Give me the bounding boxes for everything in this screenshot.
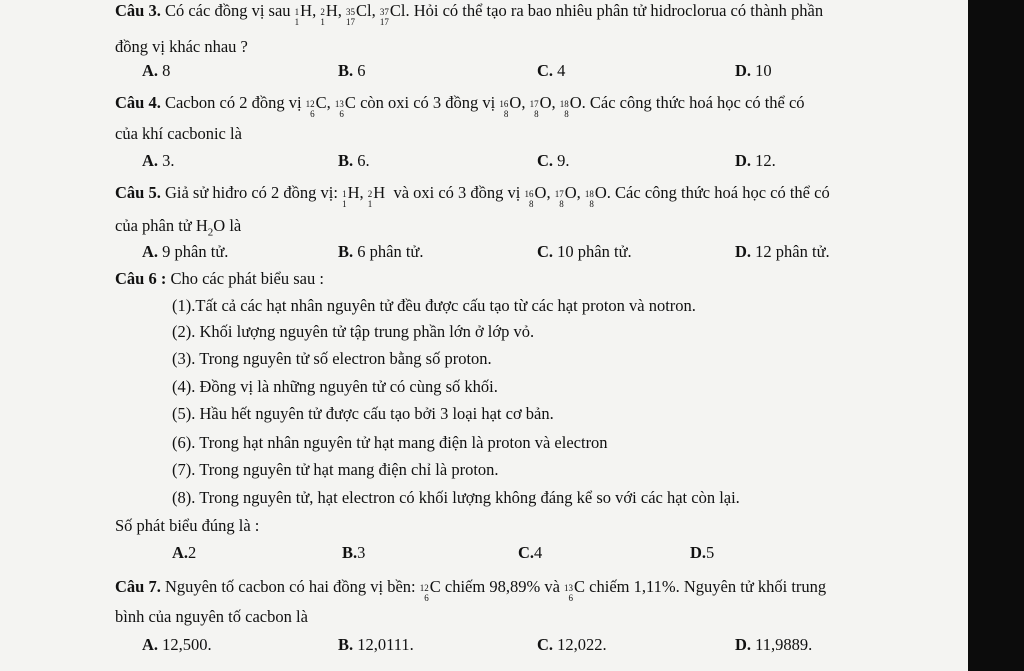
q7-option-c: C. 12,022. bbox=[537, 635, 607, 654]
isotope-c13: 13 6 C bbox=[564, 577, 586, 603]
q7-line2: bình của nguyên tố cacbon là bbox=[115, 607, 308, 626]
isotope-c12: 12 6 C bbox=[419, 577, 441, 603]
q3-option-d: D. 10 bbox=[735, 61, 772, 80]
q6-statement: (6). Trong hạt nhân nguyên tử hạt mang điện là proton và electron bbox=[172, 433, 608, 452]
q3-option-c: C. 4 bbox=[537, 61, 566, 80]
q6-text: Cho các phát biểu sau : bbox=[170, 269, 324, 288]
q4-text-mid: còn oxi có 3 đồng vị bbox=[360, 93, 496, 112]
q5-text-post: . Các công thức hoá học có thể có bbox=[606, 183, 830, 202]
q4-option-d: D. 12. bbox=[735, 151, 776, 170]
isotope-o17: 17 8 O bbox=[529, 93, 552, 119]
q4-line2: của khí cacbonic là bbox=[115, 124, 242, 143]
isotope-h1: 1 1 H bbox=[342, 183, 360, 209]
q7-text-post: chiếm 1,11%. Nguyên tử khối trung bbox=[589, 577, 827, 596]
isotope-o16: 16 8 O bbox=[524, 183, 547, 209]
q7-option-d: D. 11,9889. bbox=[735, 635, 813, 654]
q3-line1: Câu 3. Có các đồng vị sau 1 1 H , 2 1 H , 35 17 Cl , 37 17 Cl . Hỏi có thể tạo ra bao nhiêu phân tử hidroclorua có thành phần bbox=[115, 1, 824, 27]
q5-option-c: C. 10 phân tử. bbox=[537, 242, 632, 261]
q5-label: Câu 5. bbox=[115, 183, 161, 202]
q6-statement: (5). Hầu hết nguyên tử được cấu tạo bởi 3 loại hạt cơ bản. bbox=[172, 404, 554, 423]
isotope-o16: 16 8 O bbox=[499, 93, 522, 119]
isotope-c12: 12 6 C bbox=[305, 93, 327, 119]
q7-text-mid: chiếm 98,89% và bbox=[444, 577, 560, 596]
isotope-h2: 2 1 H bbox=[320, 1, 338, 27]
q6-statement: (4). Đồng vị là những nguyên tử có cùng số khối. bbox=[172, 377, 498, 396]
q6-statement: (7). Trong nguyên tử hạt mang điện chỉ là proton. bbox=[172, 460, 499, 479]
q3-label: Câu 3. bbox=[115, 1, 161, 20]
q4-label: Câu 4. bbox=[115, 93, 161, 112]
isotope-cl35: 35 17 Cl bbox=[346, 1, 372, 27]
q5-option-a: A. 9 phân tử. bbox=[142, 242, 229, 261]
q7-option-a: A. 12,500. bbox=[142, 635, 212, 654]
q6-label: Câu 6 : bbox=[115, 269, 167, 288]
q4-option-b: B. 6. bbox=[338, 151, 370, 170]
q5-text-mid: và oxi có 3 đồng vị bbox=[393, 183, 521, 202]
q6-statement: (8). Trong nguyên tử, hạt electron có khối lượng không đáng kể so với các hạt còn lại. bbox=[172, 488, 740, 507]
q6-line1 bbox=[115, 269, 324, 289]
q6-option-c: C.4 bbox=[518, 543, 543, 562]
q6-option-a: A.2 bbox=[172, 543, 197, 562]
q7-label: Câu 7. bbox=[115, 577, 161, 596]
q7-line1 bbox=[115, 577, 826, 604]
q5-line1: Câu 5. Giả sử hiđro có 2 đồng vị: 1 1 H , 2 1 H và oxi có 3 đồng vị 16 8 O , 17 8 O , 18 8 O . Các công thức hoá học có thể có bbox=[115, 183, 830, 209]
q3-option-a: A. 8 bbox=[142, 61, 171, 80]
isotope-c13: 13 6 C bbox=[334, 93, 356, 119]
isotope-cl37: 37 17 Cl bbox=[379, 1, 406, 27]
q6-option-b: B.3 bbox=[342, 543, 366, 562]
q5-option-d: D. 12 phân tử. bbox=[735, 242, 830, 261]
isotope-o17: 17 8 O bbox=[554, 183, 577, 209]
isotope-o18: 18 8 O bbox=[559, 93, 582, 119]
q5-line2: của phân tử $H_2O$ là bbox=[115, 216, 242, 239]
q4-option-a: A. 3. bbox=[142, 151, 175, 170]
isotope-o18: 18 8 O bbox=[584, 183, 607, 209]
q3-text-post: . Hỏi có thể tạo ra bao nhiêu phân tử hidroclorua có thành phần bbox=[405, 1, 824, 20]
q7-option-b: B. 12,0111. bbox=[338, 635, 414, 654]
q4-option-c: C. 9. bbox=[537, 151, 570, 170]
q6-statement: (2). Khối lượng nguyên tử tập trung phần lớn ở lớp vỏ. bbox=[172, 322, 535, 341]
q4-line1: Câu 4. Cacbon có 2 đồng vị 12 6 C , 13 6 C còn oxi có 3 đồng vị 16 8 O , 17 8 O , 18 8 O . Các công thức hoá học có thể có bbox=[115, 93, 805, 119]
isotope-h2: 2 1 H bbox=[367, 183, 386, 209]
q5-text-pre: Giả sử hiđro có 2 đồng vị: bbox=[164, 183, 338, 202]
q3-option-b: B. 6 bbox=[338, 61, 366, 80]
q3-line2: đồng vị khác nhau ? bbox=[115, 37, 248, 56]
dark-margin bbox=[968, 0, 1024, 671]
isotope-h1: 1 1 H bbox=[294, 1, 313, 27]
q4-text-post: . Các công thức hoá học có thể có bbox=[581, 93, 805, 112]
q5-option-b: B. 6 phân tử. bbox=[338, 242, 424, 261]
q6-statement: (1).Tất cả các hạt nhân nguyên tử đều được cấu tạo từ các hạt proton và notron. bbox=[172, 296, 696, 315]
q6-option-d: D.5 bbox=[690, 543, 715, 562]
q4-text-pre: Cacbon có 2 đồng vị bbox=[164, 93, 302, 112]
q3-text-pre: Có các đồng vị sau bbox=[164, 1, 291, 20]
q7-text-pre: Nguyên tố cacbon có hai đồng vị bền: bbox=[164, 577, 416, 596]
q6-question: Số phát biểu đúng là : bbox=[115, 516, 260, 535]
q6-statement: (3). Trong nguyên tử số electron bằng số proton. bbox=[172, 349, 492, 368]
